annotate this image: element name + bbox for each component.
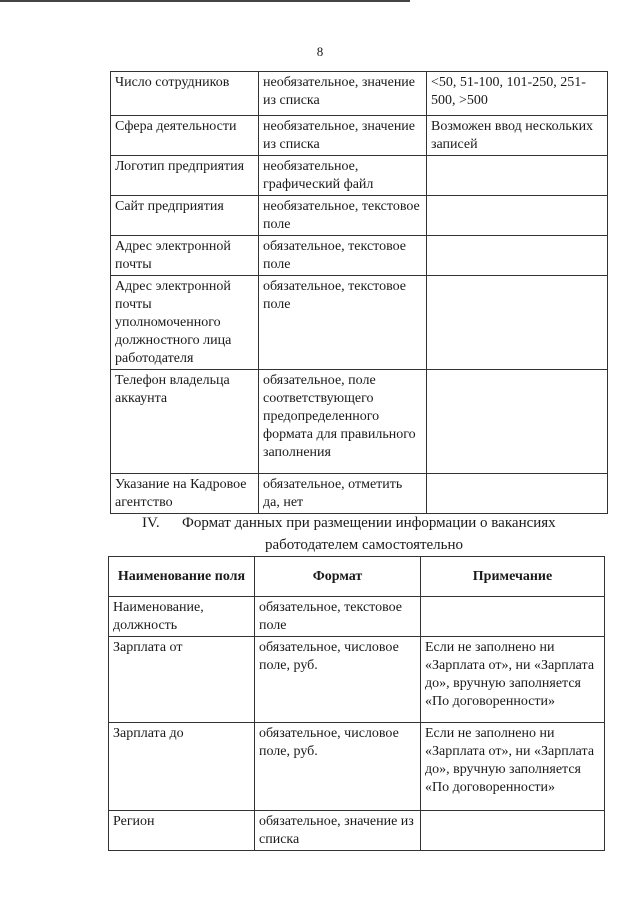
- field-format-cell: обязательное, числовое поле, руб.: [255, 637, 421, 723]
- field-format-cell: обязательное, текстовое поле: [255, 597, 421, 637]
- field-format-cell: необязательное, значение из списка: [259, 72, 427, 116]
- table-row: [111, 236, 608, 276]
- page-number: 8: [316, 44, 324, 59]
- section-numeral: IV.: [142, 515, 160, 531]
- field-note-cell: [421, 811, 605, 851]
- field-name-cell: Адрес электронной почты уполномоченного должностного лица работодателя: [111, 276, 259, 370]
- column-header-format: Формат: [255, 557, 421, 597]
- field-note-cell: [421, 597, 605, 637]
- field-name-cell: Адрес электронной почты: [111, 236, 259, 276]
- field-note-cell: Если не заполнено ни «Зарплата от», ни «Зарплата до», вручную заполняется «По договоренности»: [421, 637, 605, 723]
- field-name-cell: Телефон владельца аккаунта: [111, 370, 259, 474]
- field-name-cell: Зарплата до: [109, 723, 255, 811]
- field-name-cell: Логотип предприятия: [111, 156, 259, 196]
- field-note-cell: [427, 474, 608, 514]
- field-format-cell: обязательное, поле соответствующего предопределенного формата для правильного заполнения: [259, 370, 427, 474]
- table-row: [109, 723, 605, 811]
- field-note-cell: <50, 51-100, 101-250, 251-500, >500: [427, 72, 608, 116]
- column-header-name: Наименование поля: [109, 557, 255, 597]
- table-row: [111, 116, 608, 156]
- field-format-cell: обязательное, значение из списка: [255, 811, 421, 851]
- table-header-row: [109, 557, 605, 597]
- table-row: [111, 156, 608, 196]
- field-format-cell: необязательное, графический файл: [259, 156, 427, 196]
- table-row: [109, 811, 605, 851]
- field-note-cell: [427, 156, 608, 196]
- field-note-cell: Возможен ввод нескольких записей: [427, 116, 608, 156]
- table-row: [109, 597, 605, 637]
- table-row: [109, 637, 605, 723]
- field-note-cell: [427, 276, 608, 370]
- field-format-cell: обязательное, отметить да, нет: [259, 474, 427, 514]
- column-header-note: Примечание: [421, 557, 605, 597]
- table-row: [111, 196, 608, 236]
- field-format-cell: обязательное, текстовое поле: [259, 236, 427, 276]
- field-name-cell: Регион: [109, 811, 255, 851]
- field-note-cell: [427, 370, 608, 474]
- table-row: [111, 72, 608, 116]
- field-note-cell: [427, 236, 608, 276]
- field-name-cell: Зарплата от: [109, 637, 255, 723]
- field-name-cell: Сфера деятельности: [111, 116, 259, 156]
- field-format-cell: необязательное, текстовое поле: [259, 196, 427, 236]
- field-note-cell: [427, 196, 608, 236]
- section-title-line1: Формат данных при размещении информации о вакансиях: [182, 515, 556, 531]
- field-note-cell: Если не заполнено ни «Зарплата от», ни «Зарплата до», вручную заполняется «По договоренности»: [421, 723, 605, 811]
- field-format-cell: обязательное, числовое поле, руб.: [255, 723, 421, 811]
- table-row: [111, 370, 608, 474]
- field-name-cell: Наименование, должность: [109, 597, 255, 637]
- section-title-line2: работодателем самостоятельно: [264, 537, 464, 553]
- vacancy-fields-table: [108, 556, 605, 851]
- employer-fields-table: [110, 71, 608, 514]
- field-name-cell: Сайт предприятия: [111, 196, 259, 236]
- field-name-cell: Указание на Кадровое агентство: [111, 474, 259, 514]
- scan-edge-line: [0, 0, 410, 2]
- field-format-cell: необязательное, значение из списка: [259, 116, 427, 156]
- table-row: [111, 276, 608, 370]
- field-format-cell: обязательное, текстовое поле: [259, 276, 427, 370]
- table-row: [111, 474, 608, 514]
- field-name-cell: Число сотрудников: [111, 72, 259, 116]
